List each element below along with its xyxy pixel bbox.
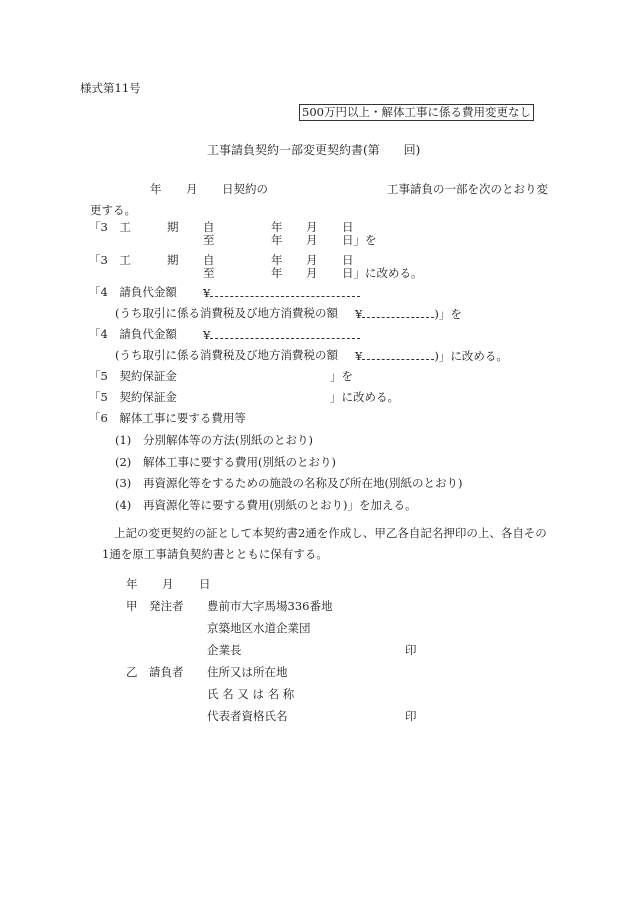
sign-date-day: 日 (199, 577, 211, 591)
party-kou: 甲 (126, 599, 138, 613)
demolition-label: 「6 解体工事に要する費用等 (89, 411, 246, 425)
orderer-title: 企業長 (207, 643, 242, 657)
orderer-seal: 印 (405, 643, 417, 657)
contractor-seal: 印 (405, 709, 417, 723)
amount-blank-new (210, 327, 360, 339)
sub-item-text: 分別解体等の方法(別紙のとおり) (143, 433, 313, 447)
period-from-day-new: 日 (342, 253, 354, 267)
amount-blank (210, 285, 360, 297)
tax-label-new: (うち取引に係る消費税及び地方消費税の額 (115, 348, 338, 362)
orderer-address: 豊前市大字馬場336番地 (207, 599, 333, 613)
period-to-year: 年 (271, 233, 283, 247)
amount-label: 「4 請負代金額 (89, 285, 177, 299)
tax-close-new: )」に改める。 (434, 349, 508, 363)
yen-sign: ¥ (203, 286, 211, 300)
yen-sign: ¥ (203, 328, 211, 342)
deposit-close: 」を (330, 369, 353, 383)
page-title: 工事請負契約一部変更契約書(第 回) (207, 143, 421, 157)
sub-item-num: (3) (115, 476, 132, 490)
sign-date-year: 年 (126, 577, 138, 591)
closing-line2: 1通を原工事請負契約書とともに保有する。 (102, 547, 328, 561)
form-number: 様式第11号 (80, 81, 141, 95)
deposit-close-new: 」に改める。 (330, 390, 399, 404)
party-otsu: 乙 (126, 665, 138, 679)
sign-date-month: 月 (162, 577, 174, 591)
sub-item-text: 再資源化等に要する費用(別紙のとおり)」を加える。 (143, 498, 417, 512)
period-from-month: 月 (306, 220, 318, 234)
yen-sign: ¥ (355, 307, 363, 321)
amount-field-new (203, 327, 360, 342)
intro-year: 年 (150, 182, 162, 196)
contractor-address: 住所又は所在地 (207, 665, 288, 679)
orderer-label: 発注者 (149, 599, 184, 613)
orderer-org: 京築地区水道企業団 (207, 621, 311, 635)
period-label-new: 「3 工 (89, 253, 131, 267)
tax-field-new (355, 348, 508, 363)
closing-line1: 上記の変更契約の証として本契約書2通を作成し、甲乙各自記名押印の上、各自その (114, 526, 547, 540)
sub-item-num: (4) (115, 498, 132, 512)
sub-item-num: (2) (115, 455, 132, 469)
sub-item-num: (1) (115, 433, 132, 447)
condition-badge: 500万円以上・解体工事に係る費用変更なし (299, 104, 534, 121)
period-label-ki-new: 期 (167, 253, 179, 267)
period-from-day: 日 (342, 220, 354, 234)
period-to-month: 月 (306, 233, 318, 247)
sub-item-text: 解体工事に要する費用(別紙のとおり) (143, 455, 336, 469)
tax-blank-new (362, 348, 434, 360)
intro-tail: 工事請負の一部を次のとおり変 (387, 182, 548, 196)
sub-item-text: 再資源化等をするための施設の名称及び所在地(別紙のとおり) (143, 476, 463, 490)
period-label-ki: 期 (167, 220, 179, 234)
period-to-month-new: 月 (306, 266, 318, 280)
deposit-label-new: 「5 契約保証金 (89, 390, 177, 404)
intro-month: 月 (186, 182, 198, 196)
amount-label-new: 「4 請負代金額 (89, 327, 177, 341)
period-from-year: 年 (271, 220, 283, 234)
yen-sign: ¥ (355, 349, 363, 363)
intro-line2: 更する。 (90, 203, 136, 217)
period-from-new: 自 (203, 253, 215, 267)
period-from: 自 (203, 220, 215, 234)
deposit-label: 「5 契約保証金 (89, 369, 177, 383)
tax-label: (うち取引に係る消費税及び地方消費税の額 (115, 306, 338, 320)
tax-close: )」を (434, 307, 462, 321)
period-to-day: 日」を (342, 233, 377, 247)
period-label: 「3 工 (89, 220, 131, 234)
contractor-name: 氏 名 又 は 名 称 (207, 687, 295, 701)
period-from-month-new: 月 (306, 253, 318, 267)
period-to-day-new: 日」に改める。 (342, 266, 423, 280)
tax-blank (362, 306, 434, 318)
contractor-rep: 代表者資格氏名 (207, 709, 288, 723)
period-to-year-new: 年 (271, 266, 283, 280)
period-from-year-new: 年 (271, 253, 283, 267)
intro-day-contract: 日契約の (222, 182, 268, 196)
period-to-new: 至 (203, 266, 215, 280)
period-to: 至 (203, 233, 215, 247)
contractor-label: 請負者 (149, 665, 184, 679)
amount-field (203, 285, 360, 300)
tax-field (355, 306, 462, 321)
